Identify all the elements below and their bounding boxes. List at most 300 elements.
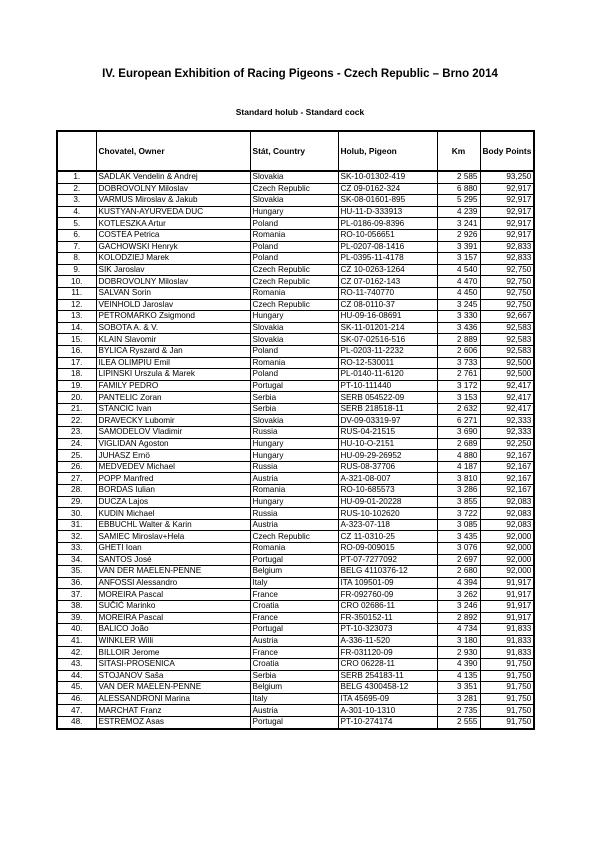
points-cell: 92,000 (480, 543, 534, 555)
points-cell: 92,250 (480, 438, 534, 450)
pigeon-cell: HU-09-01-20228 (338, 496, 437, 508)
points-cell: 92,167 (480, 450, 534, 462)
table-row (57, 218, 534, 230)
country-cell: Portugal (250, 716, 338, 728)
points-cell: 92,750 (480, 299, 534, 311)
km-cell: 3 180 (437, 635, 480, 647)
rank-cell: 13. (57, 311, 96, 323)
rank-cell: 22. (57, 415, 96, 427)
owner-cell: KOLODZIEJ Marek (96, 253, 250, 265)
km-cell: 4 394 (437, 577, 480, 589)
table-row (57, 693, 534, 705)
owner-cell: SIK Jaroslav (96, 264, 250, 276)
pigeon-cell: HU-09-16-08691 (338, 311, 437, 323)
rank-cell: 23. (57, 427, 96, 439)
country-cell: Romania (250, 229, 338, 241)
owner-cell: DOBROVOLNY Miloslav (96, 276, 250, 288)
table-row (57, 438, 534, 450)
table-row (57, 299, 534, 311)
country-cell: Russia (250, 427, 338, 439)
rank-cell: 11. (57, 287, 96, 299)
country-cell: Poland (250, 218, 338, 230)
table-row (57, 450, 534, 462)
rank-cell: 34. (57, 554, 96, 566)
owner-cell: SUČIĆ Marinko (96, 600, 250, 612)
owner-cell: KUSTYAN-AYURVEDA DUC (96, 206, 250, 218)
country-cell: Czech Republic (250, 299, 338, 311)
country-cell: Czech Republic (250, 276, 338, 288)
country-cell: Portugal (250, 380, 338, 392)
rank-cell: 3. (57, 195, 96, 207)
points-cell: 92,917 (480, 183, 534, 195)
km-cell: 3 241 (437, 218, 480, 230)
table-row (57, 241, 534, 253)
points-cell: 93,250 (480, 171, 534, 183)
table-row (57, 566, 534, 578)
country-cell: Romania (250, 485, 338, 497)
pigeon-cell: CZ 09-0162-324 (338, 183, 437, 195)
country-cell: France (250, 589, 338, 601)
country-cell: Poland (250, 345, 338, 357)
points-cell: 92,417 (480, 380, 534, 392)
rank-cell: 47. (57, 705, 96, 717)
pigeon-cell: PL-0207-08-1416 (338, 241, 437, 253)
km-cell: 3 245 (437, 299, 480, 311)
owner-cell: SAMODELOV Vladimir (96, 427, 250, 439)
points-cell: 92,500 (480, 369, 534, 381)
owner-cell: SITASI-PROSENICA (96, 658, 250, 670)
owner-cell: MARCHAT Franz (96, 705, 250, 717)
pigeon-cell: CZ 07-0162-143 (338, 276, 437, 288)
table-row (57, 322, 534, 334)
km-cell: 2 689 (437, 438, 480, 450)
owner-cell: VEINHOLD Jaroslav (96, 299, 250, 311)
points-cell: 92,667 (480, 311, 534, 323)
points-cell: 92,750 (480, 287, 534, 299)
country-cell: Czech Republic (250, 264, 338, 276)
table-row (57, 287, 534, 299)
km-cell: 3 690 (437, 427, 480, 439)
table-row (57, 647, 534, 659)
table-row (57, 635, 534, 647)
km-cell: 3 281 (437, 693, 480, 705)
country-cell: Poland (250, 369, 338, 381)
owner-cell: JUHASZ Ernö (96, 450, 250, 462)
owner-cell: BALICO João (96, 624, 250, 636)
points-cell: 91,917 (480, 612, 534, 624)
country-cell: Austria (250, 705, 338, 717)
rank-cell: 30. (57, 508, 96, 520)
table-row (57, 508, 534, 520)
pigeon-cell: SK-07-02516-516 (338, 334, 437, 346)
pigeon-cell: SK-10-01302-419 (338, 171, 437, 183)
pigeon-cell: PT-10-111440 (338, 380, 437, 392)
header-pigeon: Holub, Pigeon (338, 131, 437, 171)
rank-cell: 25. (57, 450, 96, 462)
pigeon-cell: SERB 254183-11 (338, 670, 437, 682)
owner-cell: SADLAK Vendelin & Andrej (96, 171, 250, 183)
pigeon-cell: RO-09-009015 (338, 543, 437, 555)
points-cell: 92,750 (480, 264, 534, 276)
pigeon-cell: FR-092760-09 (338, 589, 437, 601)
rank-cell: 21. (57, 403, 96, 415)
country-cell: France (250, 612, 338, 624)
country-cell: Romania (250, 543, 338, 555)
table-row (57, 253, 534, 265)
points-cell: 92,083 (480, 508, 534, 520)
pigeon-cell: BELG 4300458-12 (338, 682, 437, 694)
points-cell: 91,833 (480, 624, 534, 636)
country-cell: Hungary (250, 438, 338, 450)
table-row (57, 171, 534, 183)
km-cell: 2 697 (437, 554, 480, 566)
country-cell: Serbia (250, 392, 338, 404)
rank-cell: 7. (57, 241, 96, 253)
rank-cell: 48. (57, 716, 96, 728)
table-row (57, 357, 534, 369)
owner-cell: ILEA OLIMPIU Emil (96, 357, 250, 369)
rank-cell: 18. (57, 369, 96, 381)
country-cell: Czech Republic (250, 183, 338, 195)
rank-cell: 1. (57, 171, 96, 183)
km-cell: 4 540 (437, 264, 480, 276)
country-cell: Slovakia (250, 171, 338, 183)
country-cell: Serbia (250, 670, 338, 682)
table-row (57, 206, 534, 218)
table-row (57, 183, 534, 195)
km-cell: 2 892 (437, 612, 480, 624)
pigeon-cell: PL-0395-11-4178 (338, 253, 437, 265)
km-cell: 3 085 (437, 519, 480, 531)
rank-cell: 26. (57, 461, 96, 473)
country-cell: Belgium (250, 566, 338, 578)
points-cell: 92,167 (480, 473, 534, 485)
km-cell: 3 246 (437, 600, 480, 612)
owner-cell: BILLOIR Jerome (96, 647, 250, 659)
table-row (57, 624, 534, 636)
table-row (57, 705, 534, 717)
owner-cell: DOBROVOLNY Miloslav (96, 183, 250, 195)
km-cell: 6 880 (437, 183, 480, 195)
km-cell: 3 330 (437, 311, 480, 323)
km-cell: 3 436 (437, 322, 480, 334)
rank-cell: 28. (57, 485, 96, 497)
pigeon-cell: CZ 08-0110-37 (338, 299, 437, 311)
owner-cell: VIGLIDAN Agoston (96, 438, 250, 450)
owner-cell: EBBUCHL Walter & Karin (96, 519, 250, 531)
table-row (57, 485, 534, 497)
table-row (57, 589, 534, 601)
owner-cell: KLAIN Slavomir (96, 334, 250, 346)
table-row (57, 403, 534, 415)
rank-cell: 10. (57, 276, 96, 288)
owner-cell: VARMUS Miroslav & Jakub (96, 195, 250, 207)
rank-cell: 14. (57, 322, 96, 334)
header-owner: Chovatel, Owner (96, 131, 250, 171)
rank-cell: 20. (57, 392, 96, 404)
country-cell: Austria (250, 635, 338, 647)
points-cell: 92,167 (480, 485, 534, 497)
table-row (57, 369, 534, 381)
points-cell: 92,333 (480, 427, 534, 439)
table-row (57, 229, 534, 241)
country-cell: Italy (250, 693, 338, 705)
pigeon-cell: A-323-07-118 (338, 519, 437, 531)
points-cell: 92,167 (480, 461, 534, 473)
owner-cell: VAN DER MAELEN-PENNE (96, 566, 250, 578)
table-row (57, 554, 534, 566)
owner-cell: MOREIRA Pascal (96, 589, 250, 601)
points-cell: 92,917 (480, 218, 534, 230)
points-cell: 91,750 (480, 705, 534, 717)
rank-cell: 24. (57, 438, 96, 450)
km-cell: 3 855 (437, 496, 480, 508)
country-cell: Austria (250, 519, 338, 531)
country-cell: Romania (250, 287, 338, 299)
km-cell: 3 722 (437, 508, 480, 520)
owner-cell: DUCZA Lajos (96, 496, 250, 508)
points-cell: 92,083 (480, 519, 534, 531)
owner-cell: MOREIRA Pascal (96, 612, 250, 624)
km-cell: 3 435 (437, 531, 480, 543)
table-row (57, 415, 534, 427)
pigeon-cell: FR-031120-09 (338, 647, 437, 659)
pigeon-cell: A-336-11-520 (338, 635, 437, 647)
rank-cell: 41. (57, 635, 96, 647)
table-row (57, 276, 534, 288)
country-cell: Hungary (250, 496, 338, 508)
rank-cell: 44. (57, 670, 96, 682)
table-row (57, 345, 534, 357)
pigeon-cell: DV-09-03319-97 (338, 415, 437, 427)
rank-cell: 37. (57, 589, 96, 601)
km-cell: 3 172 (437, 380, 480, 392)
rank-cell: 35. (57, 566, 96, 578)
points-cell: 92,583 (480, 345, 534, 357)
points-cell: 92,583 (480, 334, 534, 346)
points-cell: 92,917 (480, 229, 534, 241)
km-cell: 2 680 (437, 566, 480, 578)
km-cell: 2 585 (437, 171, 480, 183)
country-cell: Slovakia (250, 195, 338, 207)
km-cell: 2 606 (437, 345, 480, 357)
table-row (57, 311, 534, 323)
owner-cell: STOJANOV Saša (96, 670, 250, 682)
rank-cell: 45. (57, 682, 96, 694)
pigeon-cell: PL-0140-11-6120 (338, 369, 437, 381)
country-cell: Hungary (250, 206, 338, 218)
pigeon-cell: RUS-04-21515 (338, 427, 437, 439)
km-cell: 3 286 (437, 485, 480, 497)
document-subtitle: Standard holub - Standard cock (235, 107, 365, 117)
km-cell: 2 555 (437, 716, 480, 728)
pigeon-cell: ITA 109501-09 (338, 577, 437, 589)
table-row (57, 600, 534, 612)
km-cell: 4 470 (437, 276, 480, 288)
country-cell: Czech Republic (250, 531, 338, 543)
rank-cell: 12. (57, 299, 96, 311)
pigeon-cell: HU-11-D-333913 (338, 206, 437, 218)
owner-cell: ANFOSSI Alessandro (96, 577, 250, 589)
owner-cell: WINKLER Willi (96, 635, 250, 647)
points-cell: 92,750 (480, 276, 534, 288)
country-cell: Russia (250, 508, 338, 520)
points-cell: 92,833 (480, 253, 534, 265)
rank-cell: 16. (57, 345, 96, 357)
owner-cell: STANCIC Ivan (96, 403, 250, 415)
table-row (57, 658, 534, 670)
header-country: Stát, Country (250, 131, 338, 171)
rank-cell: 5. (57, 218, 96, 230)
points-cell: 91,750 (480, 670, 534, 682)
country-cell: Belgium (250, 682, 338, 694)
table-row (57, 334, 534, 346)
km-cell: 2 761 (437, 369, 480, 381)
table-row (57, 716, 534, 728)
owner-cell: GACHOWSKI Henryk (96, 241, 250, 253)
country-cell: Austria (250, 473, 338, 485)
km-cell: 4 450 (437, 287, 480, 299)
pigeon-cell: RO-12-530011 (338, 357, 437, 369)
pigeon-cell: CZ 11-0310-25 (338, 531, 437, 543)
points-cell: 91,917 (480, 589, 534, 601)
country-cell: Poland (250, 241, 338, 253)
rank-cell: 19. (57, 380, 96, 392)
owner-cell: SOBOTA A. & V. (96, 322, 250, 334)
rank-cell: 27. (57, 473, 96, 485)
km-cell: 3 733 (437, 357, 480, 369)
country-cell: Slovakia (250, 334, 338, 346)
rank-cell: 38. (57, 600, 96, 612)
country-cell: Poland (250, 253, 338, 265)
rank-cell: 9. (57, 264, 96, 276)
table-row (57, 392, 534, 404)
table-row (57, 264, 534, 276)
points-cell: 91,750 (480, 682, 534, 694)
table-row (57, 461, 534, 473)
country-cell: Italy (250, 577, 338, 589)
pigeon-cell: PL-0186-09-8396 (338, 218, 437, 230)
km-cell: 4 239 (437, 206, 480, 218)
table-row (57, 543, 534, 555)
points-cell: 92,917 (480, 195, 534, 207)
km-cell: 4 187 (437, 461, 480, 473)
country-cell: Romania (250, 357, 338, 369)
owner-cell: PETROMARKO Zsigmond (96, 311, 250, 323)
country-cell: Croatia (250, 600, 338, 612)
rank-cell: 8. (57, 253, 96, 265)
km-cell: 4 880 (437, 450, 480, 462)
rank-cell: 43. (57, 658, 96, 670)
owner-cell: SAMIEC Miroslav+Hela (96, 531, 250, 543)
km-cell: 3 262 (437, 589, 480, 601)
rank-cell: 4. (57, 206, 96, 218)
owner-cell: BYLICA Ryszard & Jan (96, 345, 250, 357)
points-cell: 92,917 (480, 206, 534, 218)
owner-cell: PANTELIC Zoran (96, 392, 250, 404)
points-cell: 91,750 (480, 693, 534, 705)
pigeon-cell: RUS-08-37706 (338, 461, 437, 473)
points-cell: 91,833 (480, 635, 534, 647)
pigeon-cell: RO-10-685573 (338, 485, 437, 497)
owner-cell: DRAVECKY Lubomir (96, 415, 250, 427)
country-cell: Russia (250, 461, 338, 473)
table-row (57, 670, 534, 682)
km-cell: 4 135 (437, 670, 480, 682)
owner-cell: KOTLESZKA Artur (96, 218, 250, 230)
pigeon-cell: PL-0203-11-2232 (338, 345, 437, 357)
document-title: IV. European Exhibition of Racing Pigeons - Czech Republic – Brno 2014 (102, 68, 498, 80)
owner-cell: COSTEA Petrica (96, 229, 250, 241)
pigeon-cell: CRO 06228-11 (338, 658, 437, 670)
points-cell: 92,000 (480, 566, 534, 578)
table-row (57, 612, 534, 624)
km-cell: 2 889 (437, 334, 480, 346)
country-cell: Slovakia (250, 322, 338, 334)
pigeon-cell: PT-10-274174 (338, 716, 437, 728)
pigeon-cell: PT-07-7277092 (338, 554, 437, 566)
table-row (57, 682, 534, 694)
pigeon-cell: BELG 4110376-12 (338, 566, 437, 578)
pigeon-cell: HU-10-O-2151 (338, 438, 437, 450)
owner-cell: KUDIN Michael (96, 508, 250, 520)
country-cell: Portugal (250, 554, 338, 566)
country-cell: Croatia (250, 658, 338, 670)
pigeon-cell: CZ 10-0263-1264 (338, 264, 437, 276)
km-cell: 4 734 (437, 624, 480, 636)
points-cell: 91,750 (480, 716, 534, 728)
country-cell: Hungary (250, 450, 338, 462)
owner-cell: LIPINSKI Urszula & Marek (96, 369, 250, 381)
pigeon-cell: ITA 45695-09 (338, 693, 437, 705)
pigeon-cell: HU-09-29-26952 (338, 450, 437, 462)
rank-cell: 36. (57, 577, 96, 589)
points-cell: 92,000 (480, 531, 534, 543)
rank-cell: 32. (57, 531, 96, 543)
rank-cell: 31. (57, 519, 96, 531)
owner-cell: VAN DER MAELEN-PENNE (96, 682, 250, 694)
owner-cell: BORDAS Iulian (96, 485, 250, 497)
points-cell: 91,917 (480, 600, 534, 612)
points-cell: 91,833 (480, 647, 534, 659)
table-row (57, 531, 534, 543)
country-cell: Portugal (250, 624, 338, 636)
km-cell: 2 735 (437, 705, 480, 717)
km-cell: 3 810 (437, 473, 480, 485)
country-cell: Slovakia (250, 415, 338, 427)
points-cell: 92,500 (480, 357, 534, 369)
pigeon-cell: PT-10-323073 (338, 624, 437, 636)
country-cell: France (250, 647, 338, 659)
rank-cell: 39. (57, 612, 96, 624)
rank-cell: 46. (57, 693, 96, 705)
points-cell: 91,750 (480, 658, 534, 670)
header-points: Body Points (480, 131, 534, 171)
pigeon-cell: RUS-10-102620 (338, 508, 437, 520)
km-cell: 2 926 (437, 229, 480, 241)
points-cell: 92,417 (480, 392, 534, 404)
rank-cell: 33. (57, 543, 96, 555)
owner-cell: ALESSANDRONI Marina (96, 693, 250, 705)
header-km: Km (437, 131, 480, 171)
table-row (57, 519, 534, 531)
owner-cell: SANTOS José (96, 554, 250, 566)
country-cell: Serbia (250, 403, 338, 415)
km-cell: 3 157 (437, 253, 480, 265)
table-header-row (57, 131, 534, 171)
rank-cell: 42. (57, 647, 96, 659)
km-cell: 3 076 (437, 543, 480, 555)
